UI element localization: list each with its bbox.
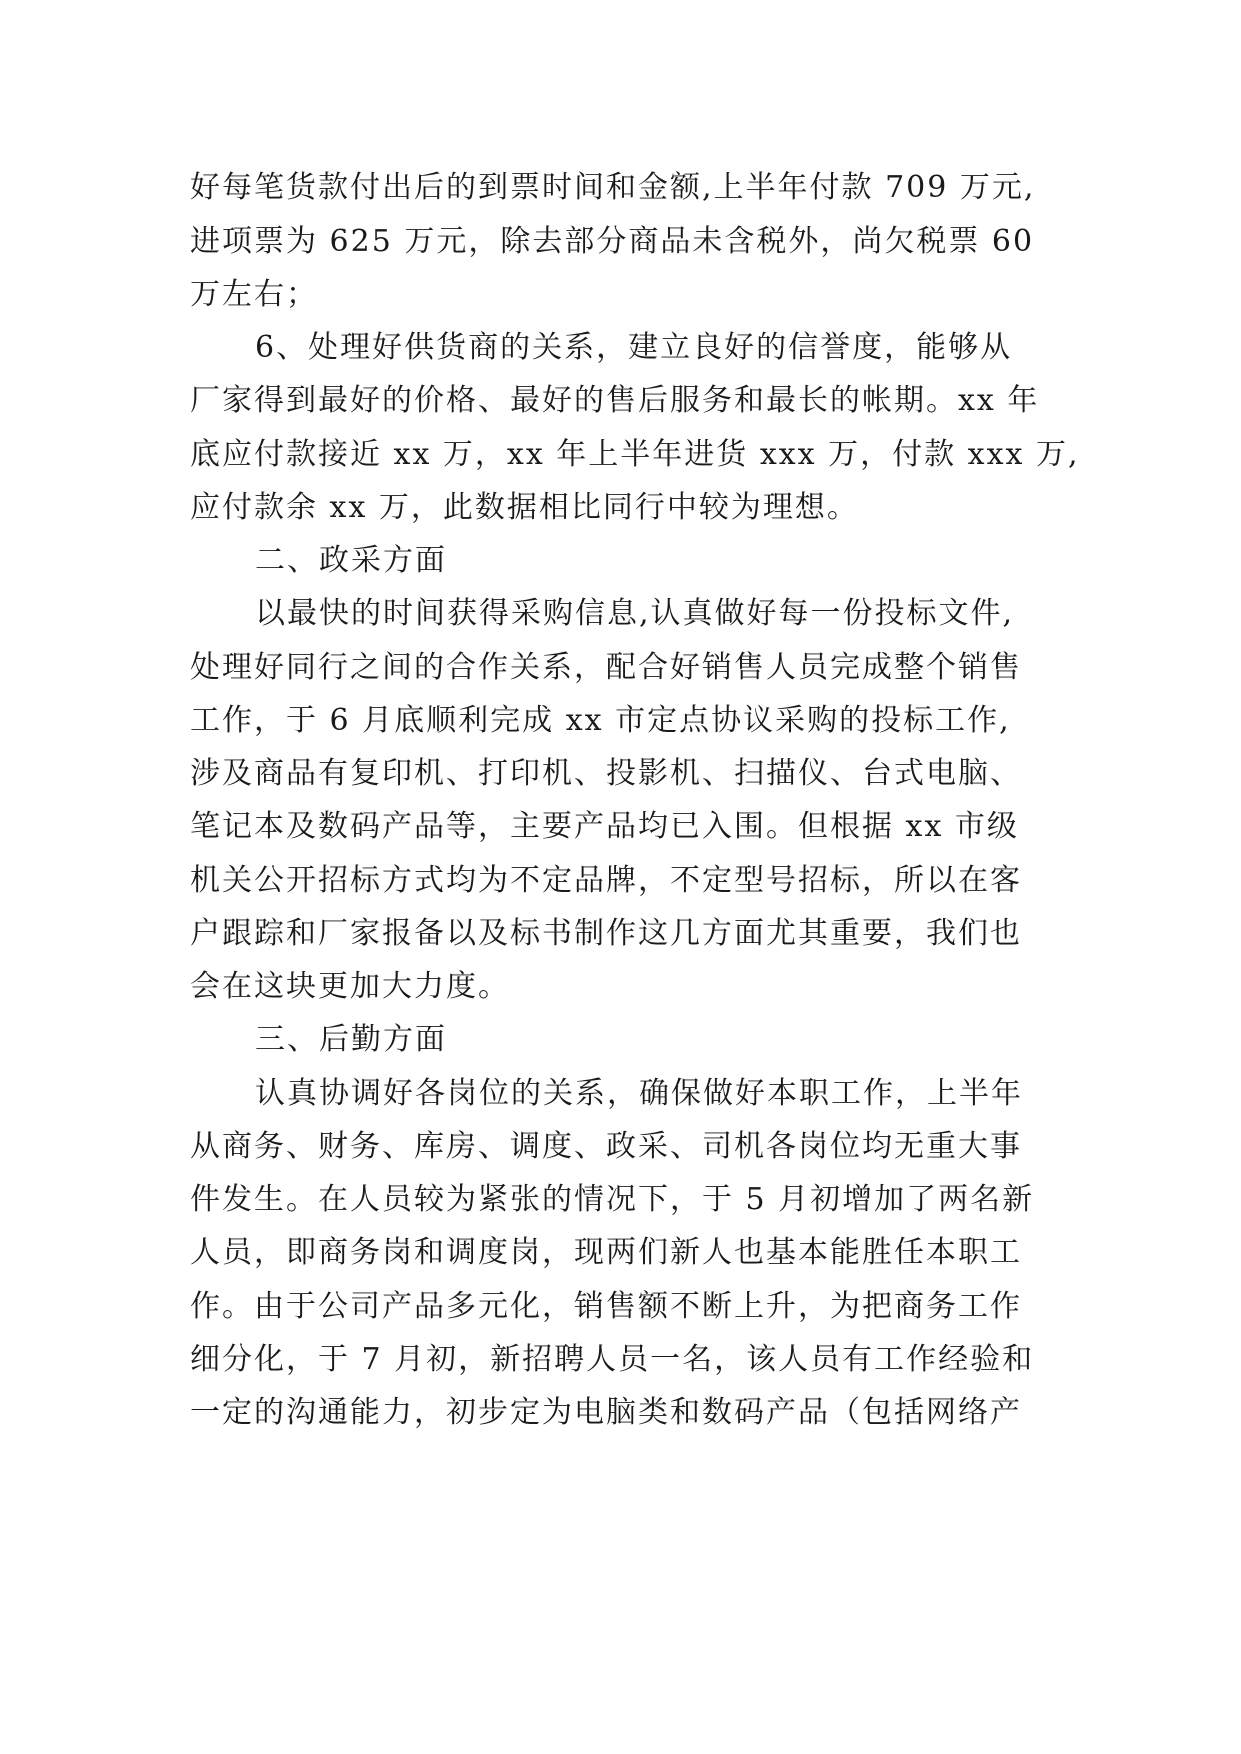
text-line: 人员，即商务岗和调度岗，现两们新人也基本能胜任本职工 bbox=[190, 1235, 1022, 1270]
text-line: 工作，于 6 月底顺利完成 xx 市定点协议采购的投标工作, bbox=[190, 703, 1011, 738]
text-line: 户跟踪和厂家报备以及标书制作这几方面尤其重要，我们也 bbox=[190, 916, 1022, 951]
text-line: 万左右； bbox=[190, 277, 318, 312]
text-line: 机关公开招标方式均为不定品牌，不定型号招标，所以在客 bbox=[190, 863, 1022, 898]
text-line: 件发生。在人员较为紧张的情况下，于 5 月初增加了两名新 bbox=[190, 1182, 1035, 1217]
text-line: 涉及商品有复印机、打印机、投影机、扫描仪、台式电脑、 bbox=[190, 756, 1022, 791]
text-line: 认真协调好各岗位的关系，确保做好本职工作，上半年 bbox=[255, 1076, 1023, 1111]
text-line: 以最快的时间获得采购信息,认真做好每一份投标文件, bbox=[255, 596, 1015, 631]
text-line: 进项票为 625 万元，除去部分商品未含税外，尚欠税票 60 bbox=[190, 224, 1035, 259]
text-line: 笔记本及数码产品等，主要产品均已入围。但根据 xx 市级 bbox=[190, 809, 1019, 844]
text-line: 会在这块更加大力度。 bbox=[190, 969, 510, 1004]
text-line: 底应付款接近 xx 万，xx 年上半年进货 xxx 万，付款 xxx 万, bbox=[190, 437, 1080, 472]
section-heading: 三、后勤方面 bbox=[255, 1022, 447, 1057]
text-line: 6、处理好供货商的关系，建立良好的信誉度，能够从 bbox=[255, 330, 1013, 365]
text-line: 从商务、财务、库房、调度、政采、司机各岗位均无重大事 bbox=[190, 1129, 1022, 1164]
text-line: 处理好同行之间的合作关系，配合好销售人员完成整个销售 bbox=[190, 650, 1022, 685]
text-line: 好每笔货款付出后的到票时间和金额,上半年付款 709 万元, bbox=[190, 170, 1036, 205]
text-line: 作。由于公司产品多元化，销售额不断上升，为把商务工作 bbox=[190, 1289, 1022, 1324]
text-line: 一定的沟通能力，初步定为电脑类和数码产品（包括网络产 bbox=[190, 1395, 1022, 1430]
text-line: 应付款余 xx 万，此数据相比同行中较为理想。 bbox=[190, 490, 859, 525]
text-line: 厂家得到最好的价格、最好的售后服务和最长的帐期。xx 年 bbox=[190, 383, 1040, 418]
section-heading: 二、政采方面 bbox=[255, 543, 447, 578]
text-line: 细分化，于 7 月初，新招聘人员一名，该人员有工作经验和 bbox=[190, 1342, 1035, 1377]
